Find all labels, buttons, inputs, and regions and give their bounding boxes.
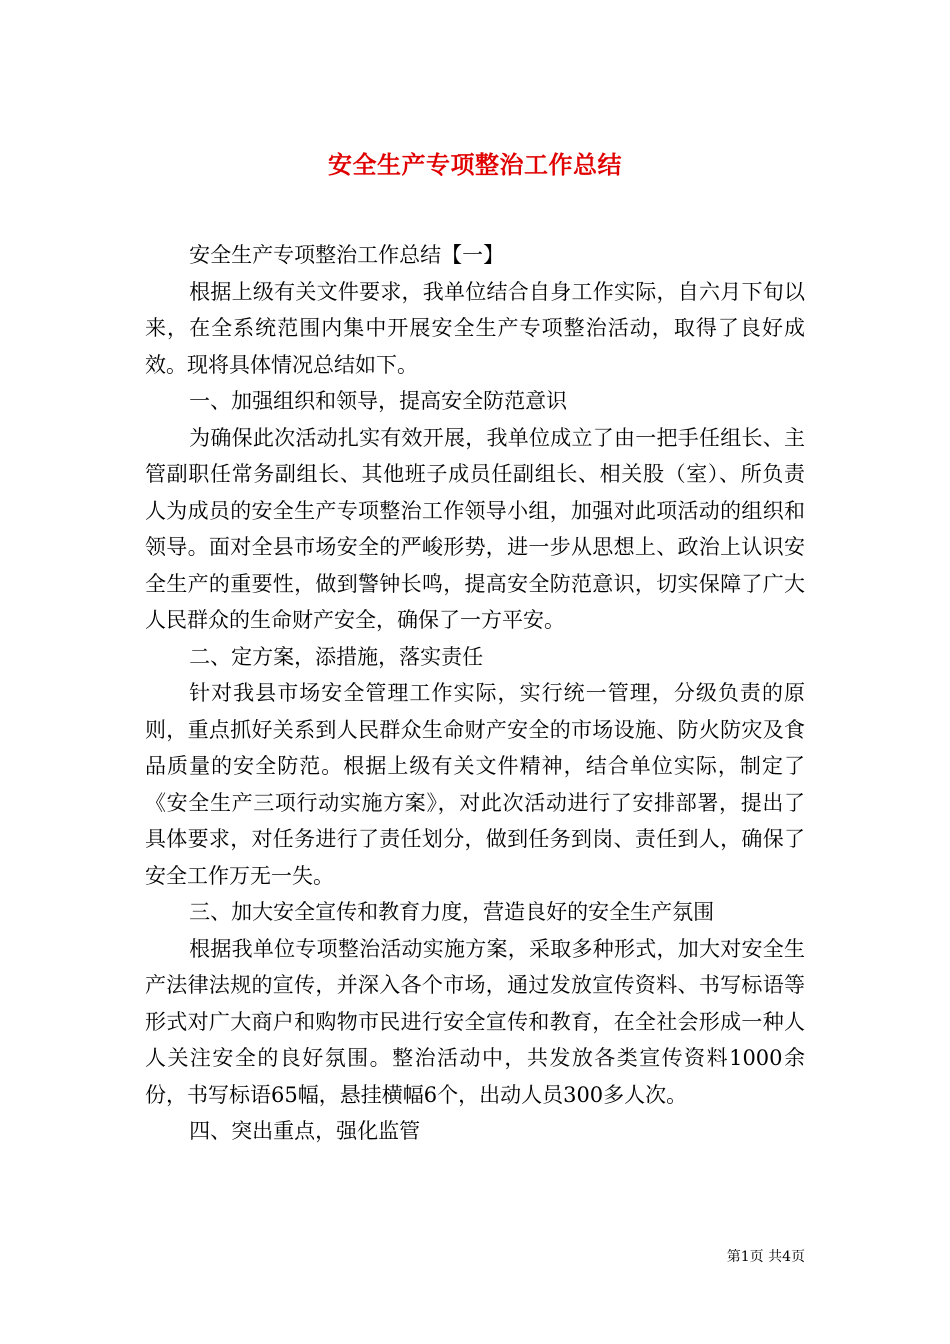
section-heading-intro: 安全生产专项整治工作总结【一】 [189,243,505,267]
paragraph-3: 根据我单位专项整治活动实施方案，采取多种形式，加大对安全生产法律法规的宣传，并深入各个市场，通过发放宣传资料、书写标语等形式对广大商户和购物市民进行安全宣传和教育，在全社会形成一种人人关注安全的良好氛围。整治活动中，共发放各类宣传资料1000余份，书写标语65幅，悬挂横幅6个，出动人员300多人次。 [145,936,805,1107]
paragraph-intro: 根据上级有关文件要求，我单位结合自身工作实际，自六月下旬以来，在全系统范围内集中开展安全生产专项整治活动，取得了良好成效。现将具体情况总结如下。 [145,279,805,377]
paragraph-1: 为确保此次活动扎实有效开展，我单位成立了由一把手任组长、主管副职任常务副组长、其他班子成员任副组长、相关股（室）、所负责人为成员的安全生产专项整治工作领导小组，加强对此项活动的组织和领导。面对全县市场安全的严峻形势，进一步从思想上、政治上认识安全生产的重要性，做到警钟长鸣，提高安全防范意识，切实保障了广大人民群众的生命财产安全，确保了一方平安。 [145,425,805,632]
section-heading-1: 一、加强组织和领导，提高安全防范意识 [189,389,568,413]
page-title: 安全生产专项整治工作总结 [328,150,622,180]
page-number: 第1页 共4页 [726,1249,805,1265]
paragraph-2: 针对我县市场安全管理工作实际，实行统一管理，分级负责的原则，重点抓好关系到人民群众生命财产安全的市场设施、防火防灾及食品质量的安全防范。根据上级有关文件精神，结合单位实际，制定了《安全生产三项行动实施方案》，对此次活动进行了安排部署，提出了具体要求，对任务进行了责任划分，做到任务到岗、责任到人，确保了安全工作万无一失。 [145,681,805,888]
section-heading-2: 二、定方案，添措施，落实责任 [189,644,484,669]
document-body [145,237,805,1150]
section-heading-3: 三、加大安全宣传和教育力度，营造良好的安全生产氛围 [189,900,715,924]
section-heading-4: 四、突出重点，强化监管 [189,1119,421,1143]
